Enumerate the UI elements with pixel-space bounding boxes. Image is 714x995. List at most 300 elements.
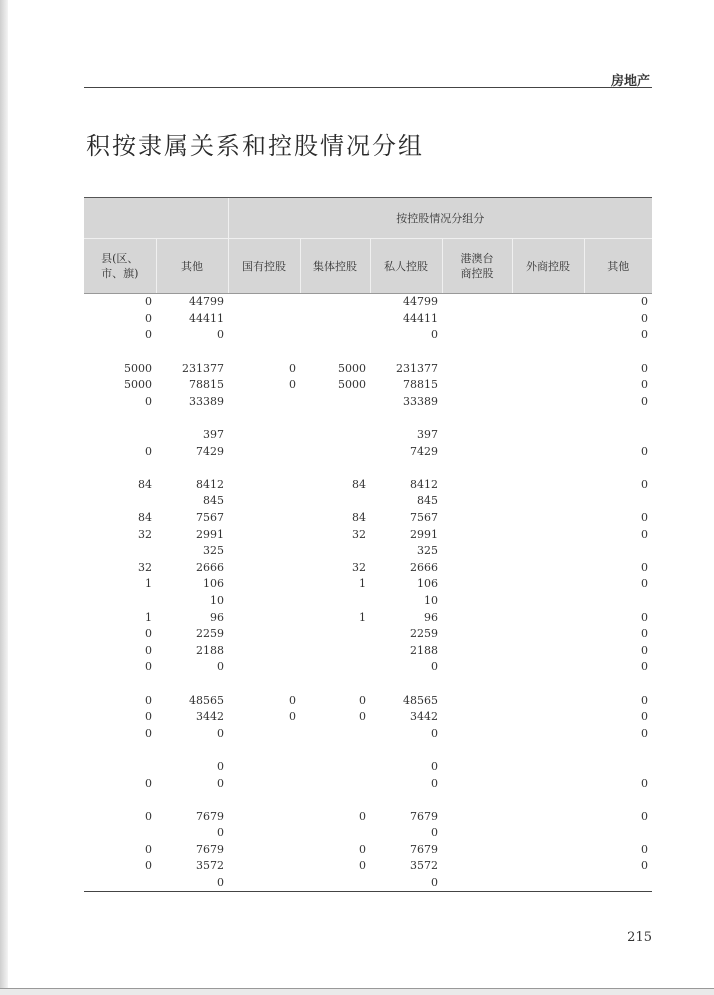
table-cell bbox=[584, 344, 652, 361]
table-cell: 0 bbox=[217, 726, 224, 740]
table-cell bbox=[300, 759, 370, 776]
table-cell bbox=[84, 875, 156, 892]
table-cell bbox=[512, 775, 584, 792]
table-cell bbox=[300, 410, 370, 427]
table-cell bbox=[584, 427, 652, 444]
table-cell: 33389 bbox=[403, 394, 438, 408]
table-cell bbox=[442, 311, 512, 328]
table-cell bbox=[228, 294, 300, 311]
table-row bbox=[84, 344, 652, 361]
table-cell: 32 bbox=[138, 560, 152, 574]
table-row bbox=[84, 477, 652, 494]
table-row bbox=[84, 360, 652, 377]
table-row bbox=[84, 526, 652, 543]
table-cell: 0 bbox=[641, 643, 649, 657]
table-cell: 2666 bbox=[410, 560, 438, 574]
table-cell bbox=[156, 460, 228, 477]
table-cell: 7567 bbox=[410, 511, 438, 525]
table-cell bbox=[442, 360, 512, 377]
table-cell bbox=[512, 377, 584, 394]
table-cell bbox=[584, 759, 652, 776]
column-header: 县(区、 市、旗) bbox=[84, 239, 156, 294]
table-cell bbox=[228, 543, 300, 560]
table-cell: 231377 bbox=[396, 361, 438, 375]
table-cell: 0 bbox=[431, 328, 438, 342]
table-cell: 0 bbox=[641, 361, 649, 375]
table-cell: 0 bbox=[641, 859, 649, 873]
table-cell bbox=[228, 792, 300, 809]
table-cell: 2666 bbox=[196, 560, 224, 574]
table-cell: 2991 bbox=[410, 527, 438, 541]
table-cell bbox=[442, 560, 512, 577]
table-row bbox=[84, 311, 652, 328]
table-cell bbox=[584, 593, 652, 610]
table-cell bbox=[442, 543, 512, 560]
table-cell: 325 bbox=[203, 544, 224, 558]
table-cell bbox=[512, 294, 584, 311]
table-cell: 32 bbox=[138, 527, 152, 541]
table-cell: 33389 bbox=[189, 394, 224, 408]
table-cell bbox=[228, 493, 300, 510]
table-cell bbox=[442, 510, 512, 527]
group-header: 按控股情况分组分 bbox=[228, 198, 652, 239]
table-cell: 5000 bbox=[124, 378, 152, 392]
table-cell bbox=[228, 327, 300, 344]
table-cell bbox=[442, 344, 512, 361]
table-cell: 0 bbox=[431, 759, 438, 773]
table-cell bbox=[512, 344, 584, 361]
table-cell: 8412 bbox=[196, 477, 224, 491]
table-cell: 106 bbox=[203, 577, 224, 591]
table-cell bbox=[584, 676, 652, 693]
table-cell bbox=[584, 493, 652, 510]
table-row bbox=[84, 427, 652, 444]
table-cell bbox=[156, 792, 228, 809]
table-row bbox=[84, 692, 652, 709]
table-cell: 2188 bbox=[410, 643, 438, 657]
table-cell bbox=[300, 327, 370, 344]
table-cell bbox=[512, 676, 584, 693]
table-cell bbox=[512, 626, 584, 643]
table-row bbox=[84, 825, 652, 842]
table-cell: 0 bbox=[641, 328, 649, 342]
table-cell bbox=[442, 709, 512, 726]
table-cell bbox=[228, 510, 300, 527]
table-cell bbox=[300, 543, 370, 560]
table-cell: 0 bbox=[641, 610, 649, 624]
table-cell: 0 bbox=[641, 394, 649, 408]
table-cell: 0 bbox=[217, 328, 224, 342]
table-cell: 7679 bbox=[196, 842, 224, 856]
table-row bbox=[84, 792, 652, 809]
header-rule bbox=[84, 87, 652, 88]
table-cell: 397 bbox=[417, 428, 438, 442]
table-cell: 0 bbox=[641, 842, 649, 856]
table-cell: 0 bbox=[641, 809, 649, 823]
table-cell bbox=[228, 460, 300, 477]
table-cell bbox=[228, 311, 300, 328]
table-cell: 325 bbox=[417, 544, 438, 558]
table-cell bbox=[370, 676, 442, 693]
table-row bbox=[84, 642, 652, 659]
table-cell: 0 bbox=[431, 826, 438, 840]
table-cell: 0 bbox=[641, 660, 649, 674]
table-cell bbox=[228, 875, 300, 892]
table-cell: 84 bbox=[138, 511, 152, 525]
table-cell: 0 bbox=[641, 477, 649, 491]
table-cell bbox=[300, 493, 370, 510]
table-cell: 3442 bbox=[196, 710, 224, 724]
table-row bbox=[84, 510, 652, 527]
table-cell: 0 bbox=[145, 444, 152, 458]
table-cell: 2259 bbox=[196, 627, 224, 641]
table-cell: 0 bbox=[145, 660, 152, 674]
table-cell: 1 bbox=[359, 577, 366, 591]
table-cell bbox=[512, 808, 584, 825]
table-cell bbox=[512, 311, 584, 328]
table-cell: 0 bbox=[641, 511, 649, 525]
table-cell bbox=[84, 543, 156, 560]
table-row bbox=[84, 377, 652, 394]
table-cell: 3572 bbox=[410, 859, 438, 873]
table-cell: 2991 bbox=[196, 527, 224, 541]
table-cell: 0 bbox=[359, 842, 366, 856]
table-cell bbox=[228, 759, 300, 776]
table-cell bbox=[442, 792, 512, 809]
table-cell: 44799 bbox=[403, 295, 438, 309]
table-cell: 0 bbox=[641, 726, 649, 740]
table-cell: 0 bbox=[145, 693, 152, 707]
table-cell: 2259 bbox=[410, 627, 438, 641]
table-cell bbox=[442, 593, 512, 610]
table-cell: 84 bbox=[138, 477, 152, 491]
statistics-table bbox=[84, 197, 652, 892]
table-cell bbox=[512, 460, 584, 477]
table-row bbox=[84, 742, 652, 759]
table-cell bbox=[442, 842, 512, 859]
table-cell bbox=[84, 460, 156, 477]
table-cell: 0 bbox=[145, 776, 152, 790]
table-cell: 0 bbox=[145, 726, 152, 740]
table-cell: 0 bbox=[431, 776, 438, 790]
table-cell: 3442 bbox=[410, 710, 438, 724]
table-cell bbox=[300, 443, 370, 460]
table-cell: 0 bbox=[641, 378, 649, 392]
table-cell bbox=[512, 327, 584, 344]
table-row bbox=[84, 808, 652, 825]
table-cell bbox=[512, 709, 584, 726]
table-cell bbox=[84, 676, 156, 693]
section-label: 房地产 bbox=[610, 74, 650, 89]
table-cell: 0 bbox=[217, 826, 224, 840]
table-cell: 0 bbox=[145, 842, 152, 856]
table-cell bbox=[84, 427, 156, 444]
table-cell: 7567 bbox=[196, 511, 224, 525]
table-cell bbox=[84, 493, 156, 510]
table-cell: 106 bbox=[417, 577, 438, 591]
table-cell bbox=[442, 825, 512, 842]
table-cell: 0 bbox=[359, 693, 366, 707]
table-row bbox=[84, 875, 652, 892]
table-cell bbox=[156, 676, 228, 693]
table-cell: 2188 bbox=[196, 643, 224, 657]
table-cell bbox=[584, 460, 652, 477]
table-cell bbox=[370, 410, 442, 427]
table-row bbox=[84, 759, 652, 776]
table-cell: 0 bbox=[145, 295, 152, 309]
table-cell bbox=[442, 427, 512, 444]
table-cell: 78815 bbox=[189, 378, 224, 392]
table-cell bbox=[512, 725, 584, 742]
table-cell bbox=[84, 410, 156, 427]
table-cell bbox=[228, 725, 300, 742]
table-cell bbox=[584, 742, 652, 759]
table-cell bbox=[442, 327, 512, 344]
table-cell bbox=[512, 642, 584, 659]
table-cell: 5000 bbox=[338, 361, 366, 375]
table-cell: 0 bbox=[289, 378, 296, 392]
table-cell bbox=[228, 808, 300, 825]
table-cell: 0 bbox=[641, 693, 649, 707]
table-cell bbox=[512, 858, 584, 875]
table-cell bbox=[300, 659, 370, 676]
table-cell bbox=[512, 842, 584, 859]
table-cell: 0 bbox=[641, 577, 649, 591]
table-cell bbox=[156, 410, 228, 427]
table-cell bbox=[442, 377, 512, 394]
table-cell: 3572 bbox=[196, 859, 224, 873]
table-cell: 397 bbox=[203, 428, 224, 442]
table-cell: 0 bbox=[217, 759, 224, 773]
table-cell: 10 bbox=[210, 593, 224, 607]
page-gutter-shadow bbox=[0, 0, 8, 994]
table-cell: 96 bbox=[424, 610, 438, 624]
table-cell bbox=[512, 759, 584, 776]
table-cell: 0 bbox=[641, 776, 649, 790]
table-row bbox=[84, 659, 652, 676]
table-cell: 5000 bbox=[338, 378, 366, 392]
table-cell bbox=[370, 344, 442, 361]
table-row bbox=[84, 443, 652, 460]
table-cell: 5000 bbox=[124, 361, 152, 375]
table-cell bbox=[84, 593, 156, 610]
table-row bbox=[84, 576, 652, 593]
table-cell bbox=[228, 344, 300, 361]
table-row bbox=[84, 626, 652, 643]
table-cell bbox=[442, 858, 512, 875]
table-cell bbox=[300, 311, 370, 328]
table-cell bbox=[512, 543, 584, 560]
table-cell: 44411 bbox=[403, 311, 438, 325]
table-cell bbox=[228, 394, 300, 411]
table-cell bbox=[84, 344, 156, 361]
table-cell bbox=[512, 493, 584, 510]
table-cell: 7679 bbox=[410, 842, 438, 856]
column-header: 外商控股 bbox=[512, 239, 584, 294]
table-cell bbox=[512, 792, 584, 809]
table-cell bbox=[442, 725, 512, 742]
table-cell bbox=[512, 410, 584, 427]
table-cell: 0 bbox=[641, 295, 649, 309]
table-cell: 8412 bbox=[410, 477, 438, 491]
page-title: 积按隶属关系和控股情况分组 bbox=[86, 132, 424, 160]
table-cell bbox=[228, 593, 300, 610]
table-cell bbox=[442, 576, 512, 593]
table-cell: 0 bbox=[145, 643, 152, 657]
table-cell bbox=[228, 526, 300, 543]
column-header: 国有控股 bbox=[228, 239, 300, 294]
table-cell: 7679 bbox=[410, 809, 438, 823]
table-cell bbox=[584, 825, 652, 842]
header-blank-cell bbox=[84, 198, 228, 239]
table-row bbox=[84, 709, 652, 726]
table-cell bbox=[512, 825, 584, 842]
table-cell: 0 bbox=[145, 809, 152, 823]
table-cell bbox=[156, 742, 228, 759]
table-cell: 7679 bbox=[196, 809, 224, 823]
table-cell: 0 bbox=[145, 311, 152, 325]
table-cell bbox=[228, 410, 300, 427]
table-cell bbox=[442, 875, 512, 892]
table-cell bbox=[442, 692, 512, 709]
table-cell bbox=[512, 526, 584, 543]
table-cell bbox=[84, 792, 156, 809]
table-cell bbox=[442, 410, 512, 427]
table-cell bbox=[442, 775, 512, 792]
table-cell bbox=[442, 294, 512, 311]
table-cell bbox=[300, 676, 370, 693]
table-cell: 1 bbox=[145, 577, 152, 591]
table-cell: 44411 bbox=[189, 311, 224, 325]
table-cell bbox=[156, 344, 228, 361]
table-cell: 0 bbox=[145, 627, 152, 641]
table-cell: 0 bbox=[641, 527, 649, 541]
table-cell: 0 bbox=[145, 394, 152, 408]
table-cell bbox=[512, 560, 584, 577]
table-cell bbox=[442, 477, 512, 494]
table-cell bbox=[512, 427, 584, 444]
table-cell: 10 bbox=[424, 593, 438, 607]
table-cell bbox=[442, 626, 512, 643]
table-cell: 0 bbox=[641, 560, 649, 574]
table-cell bbox=[442, 460, 512, 477]
table-cell bbox=[228, 825, 300, 842]
table-row bbox=[84, 410, 652, 427]
table-cell bbox=[442, 526, 512, 543]
table-cell: 0 bbox=[370, 875, 442, 892]
table-cell: 0 bbox=[359, 859, 366, 873]
table-row bbox=[84, 394, 652, 411]
table-row bbox=[84, 560, 652, 577]
table-cell bbox=[512, 477, 584, 494]
table-cell bbox=[512, 692, 584, 709]
table-cell bbox=[300, 725, 370, 742]
table-cell: 0 bbox=[641, 710, 649, 724]
table-cell: 0 bbox=[641, 444, 649, 458]
table-cell bbox=[584, 792, 652, 809]
table-cell bbox=[228, 609, 300, 626]
table-cell: 44799 bbox=[189, 295, 224, 309]
table-cell: 84 bbox=[352, 511, 366, 525]
table-cell bbox=[442, 609, 512, 626]
table-cell bbox=[228, 742, 300, 759]
table-cell bbox=[442, 443, 512, 460]
table-cell bbox=[300, 875, 370, 892]
table-cell bbox=[512, 659, 584, 676]
table-cell bbox=[300, 642, 370, 659]
table-cell: 0 bbox=[359, 710, 366, 724]
table-cell: 32 bbox=[352, 560, 366, 574]
table-cell bbox=[512, 443, 584, 460]
table-cell: 7429 bbox=[410, 444, 438, 458]
table-cell bbox=[512, 609, 584, 626]
table-cell bbox=[228, 427, 300, 444]
table-cell bbox=[228, 477, 300, 494]
table-cell: 0 bbox=[431, 726, 438, 740]
table-cell bbox=[442, 493, 512, 510]
table-cell: 0 bbox=[156, 875, 228, 892]
table-cell bbox=[84, 742, 156, 759]
table-cell: 0 bbox=[145, 328, 152, 342]
table-row bbox=[84, 327, 652, 344]
table-cell bbox=[512, 576, 584, 593]
table-row bbox=[84, 593, 652, 610]
column-header: 其他 bbox=[584, 239, 652, 294]
table-cell bbox=[300, 294, 370, 311]
table-cell bbox=[300, 825, 370, 842]
table-cell: 48565 bbox=[189, 693, 224, 707]
table-cell bbox=[512, 360, 584, 377]
table-row bbox=[84, 858, 652, 875]
table-cell bbox=[300, 775, 370, 792]
table-cell bbox=[228, 775, 300, 792]
column-header: 集体控股 bbox=[300, 239, 370, 294]
table-cell: 0 bbox=[359, 809, 366, 823]
table-cell bbox=[300, 742, 370, 759]
table-cell: 0 bbox=[217, 776, 224, 790]
table-row bbox=[84, 676, 652, 693]
table-cell: 78815 bbox=[403, 378, 438, 392]
table-cell: 96 bbox=[210, 610, 224, 624]
table-cell bbox=[300, 626, 370, 643]
table-cell: 0 bbox=[641, 627, 649, 641]
table-cell bbox=[512, 394, 584, 411]
table-cell bbox=[300, 792, 370, 809]
table-cell bbox=[370, 792, 442, 809]
table-cell bbox=[300, 593, 370, 610]
table-row bbox=[84, 725, 652, 742]
table-cell bbox=[442, 394, 512, 411]
table-cell bbox=[512, 742, 584, 759]
table-row bbox=[84, 775, 652, 792]
table-cell: 1 bbox=[359, 610, 366, 624]
table-cell bbox=[584, 543, 652, 560]
table-cell: 845 bbox=[203, 494, 224, 508]
table-cell: 32 bbox=[352, 527, 366, 541]
table-cell bbox=[228, 443, 300, 460]
column-header: 其他 bbox=[156, 239, 228, 294]
table-cell bbox=[442, 742, 512, 759]
page-number: 215 bbox=[627, 930, 652, 945]
table-cell: 84 bbox=[352, 477, 366, 491]
table-cell bbox=[228, 676, 300, 693]
table-cell bbox=[584, 410, 652, 427]
table-cell bbox=[84, 759, 156, 776]
table-cell bbox=[442, 808, 512, 825]
table-cell bbox=[228, 842, 300, 859]
table-cell: 0 bbox=[289, 710, 296, 724]
table-cell: 0 bbox=[289, 693, 296, 707]
